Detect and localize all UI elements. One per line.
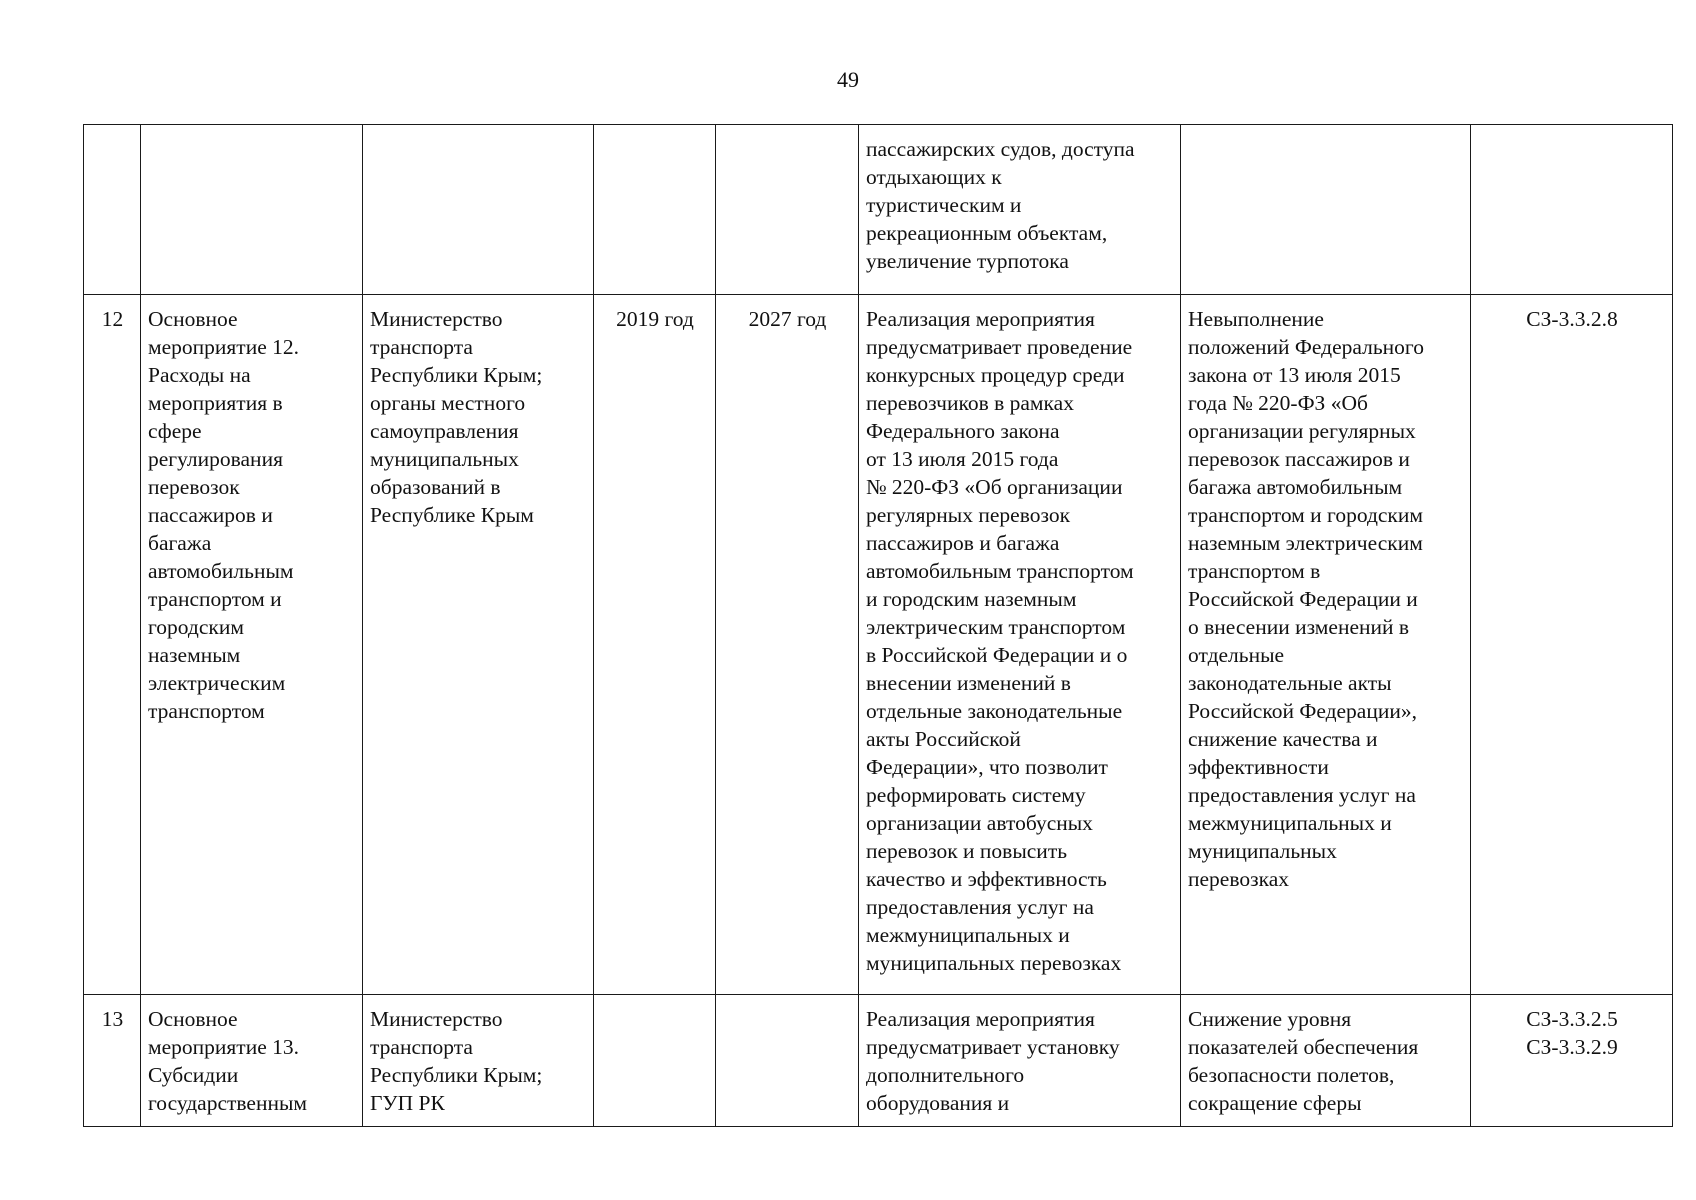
row-number-cell: 12 xyxy=(84,295,141,995)
activity-name-cell: Основное мероприятие 12. Расходы на мероприятия в сфере регулирования перевозок пассажиров и багажа автомобильным транспортом и городским наземным электрическим транспортом xyxy=(141,295,363,995)
executor-cell: Министерство транспорта Республики Крым; ГУП РК xyxy=(363,995,594,1127)
program-activities-table xyxy=(83,124,1673,1127)
activity-name-cell xyxy=(141,125,363,295)
start-year-cell xyxy=(594,125,716,295)
end-year-cell xyxy=(716,995,859,1127)
executor-cell xyxy=(363,125,594,295)
table-row xyxy=(84,995,1673,1127)
row-number-cell xyxy=(84,125,141,295)
consequences-cell xyxy=(1181,125,1471,295)
end-year-cell: 2027 год xyxy=(716,295,859,995)
indicator-link-cell: СЗ-3.3.2.5 СЗ-3.3.2.9 xyxy=(1471,995,1673,1127)
consequences-cell: Снижение уровня показателей обеспечения безопасности полетов, сокращение сферы xyxy=(1181,995,1471,1127)
table-row xyxy=(84,125,1673,295)
page-number: 49 xyxy=(837,67,859,92)
indicator-link-cell xyxy=(1471,125,1673,295)
expected-result-cell: Реализация мероприятия предусматривает проведение конкурсных процедур среди перевозчиков в рамках Федерального закона от 13 июля 2015 года № 220-ФЗ «Об организации регулярных перевозок пассажиров и багажа автомобильным транспортом и городским наземным электрическим транспортом в Российской Федерации и о внесении изменений в отдельные законодательные акты Российской Федерации», что позволит реформировать систему организации автобусных перевозок и повысить качество и эффективность предоставления услуг на межмуниципальных и муниципальных перевозках xyxy=(859,295,1181,995)
expected-result-cell: пассажирских судов, доступа отдыхающих к туристическим и рекреационным объектам, увеличение турпотока xyxy=(859,125,1181,295)
end-year-cell xyxy=(716,125,859,295)
executor-cell: Министерство транспорта Республики Крым; органы местного самоуправления муниципальных образований в Республике Крым xyxy=(363,295,594,995)
table-row xyxy=(84,295,1673,995)
start-year-cell xyxy=(594,995,716,1127)
expected-result-cell: Реализация мероприятия предусматривает установку дополнительного оборудования и xyxy=(859,995,1181,1127)
start-year-cell: 2019 год xyxy=(594,295,716,995)
row-number-cell: 13 xyxy=(84,995,141,1127)
activity-name-cell: Основное мероприятие 13. Субсидии государственным xyxy=(141,995,363,1127)
indicator-link-cell: СЗ-3.3.2.8 xyxy=(1471,295,1673,995)
consequences-cell: Невыполнение положений Федерального закона от 13 июля 2015 года № 220-ФЗ «Об организации регулярных перевозок пассажиров и багажа автомобильным транспортом и городским наземным электрическим транспортом в Российской Федерации и о внесении изменений в отдельные законодательные акты Российской Федерации», снижение качества и эффективности предоставления услуг на межмуниципальных и муниципальных перевозках xyxy=(1181,295,1471,995)
